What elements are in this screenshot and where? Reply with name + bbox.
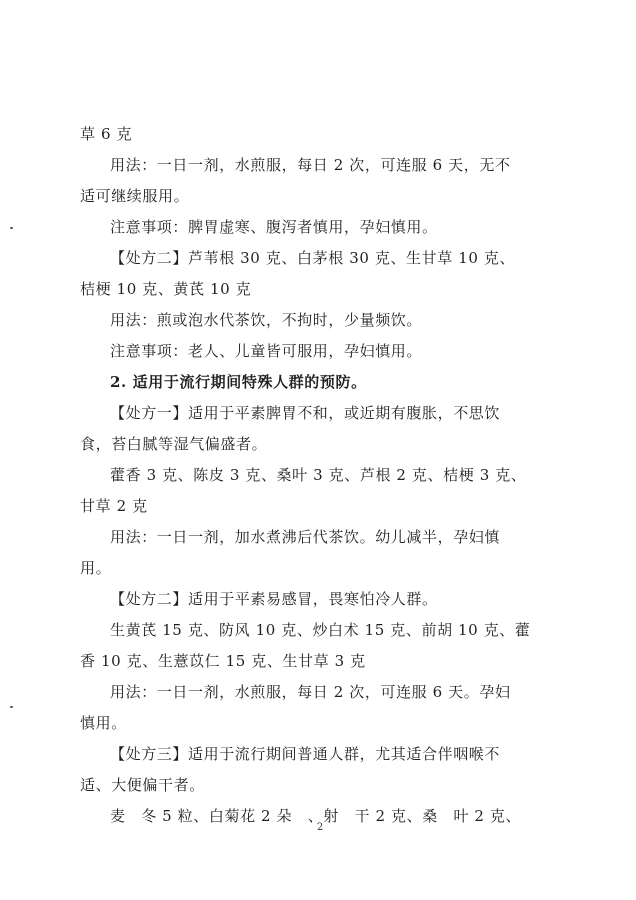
text-line: 香 10 克、生薏苡仁 15 克、生甘草 3 克 bbox=[80, 652, 366, 670]
text-line: 适、大便偏干者。 bbox=[80, 776, 205, 794]
text-line: 【处方三】适用于流行期间普通人群，尤其适合伴咽喉不 bbox=[110, 745, 501, 763]
text-line: 桔梗 10 克、黄芪 10 克 bbox=[80, 280, 252, 298]
scan-speck-top bbox=[10, 227, 13, 229]
text-line: 【处方二】适用于平素易感冒，畏寒怕冷人群。 bbox=[110, 590, 438, 608]
scan-speck-bottom bbox=[10, 706, 13, 708]
text-line: 用法：一日一剂，水煎服，每日 2 次，可连服 6 天，无不 bbox=[110, 156, 511, 174]
text-line: 注意事项：脾胃虚寒、腹泻者慎用，孕妇慎用。 bbox=[110, 218, 438, 236]
text-line: 【处方一】适用于平素脾胃不和，或近期有腹胀，不思饮 bbox=[110, 404, 501, 422]
document-body bbox=[80, 119, 560, 832]
text-line: 注意事项：老人、儿童皆可服用，孕妇慎用。 bbox=[110, 342, 423, 360]
text-line: 用法：煎或泡水代茶饮，不拘时，少量频饮。 bbox=[110, 311, 423, 329]
text-line: 用法：一日一剂，加水煮沸后代茶饮。幼儿减半，孕妇慎 bbox=[110, 528, 501, 546]
text-line: 食，苔白腻等湿气偏盛者。 bbox=[80, 435, 268, 453]
text-line: 【处方二】芦苇根 30 克、白茅根 30 克、生甘草 10 克、 bbox=[110, 249, 516, 267]
text-line: 麦 冬 5 粒、白菊花 2 朵 、射 干 2 克、桑 叶 2 克、 bbox=[110, 807, 522, 825]
text-line: 慎用。 bbox=[80, 714, 127, 732]
text-line: 适可继续服用。 bbox=[80, 187, 190, 205]
text-line: 藿香 3 克、陈皮 3 克、桑叶 3 克、芦根 2 克、桔梗 3 克、 bbox=[110, 466, 527, 484]
text-line: 草 6 克 bbox=[80, 125, 133, 143]
text-line: 用。 bbox=[80, 559, 112, 577]
text-line: 甘草 2 克 bbox=[80, 497, 148, 515]
section-heading: 2. 适用于流行期间特殊人群的预防。 bbox=[110, 373, 367, 391]
text-line: 生黄芪 15 克、防风 10 克、炒白术 15 克、前胡 10 克、藿 bbox=[110, 621, 531, 639]
text-line: 用法：一日一剂，水煎服，每日 2 次，可连服 6 天。孕妇 bbox=[110, 683, 511, 701]
page-number: 2 bbox=[316, 822, 324, 833]
